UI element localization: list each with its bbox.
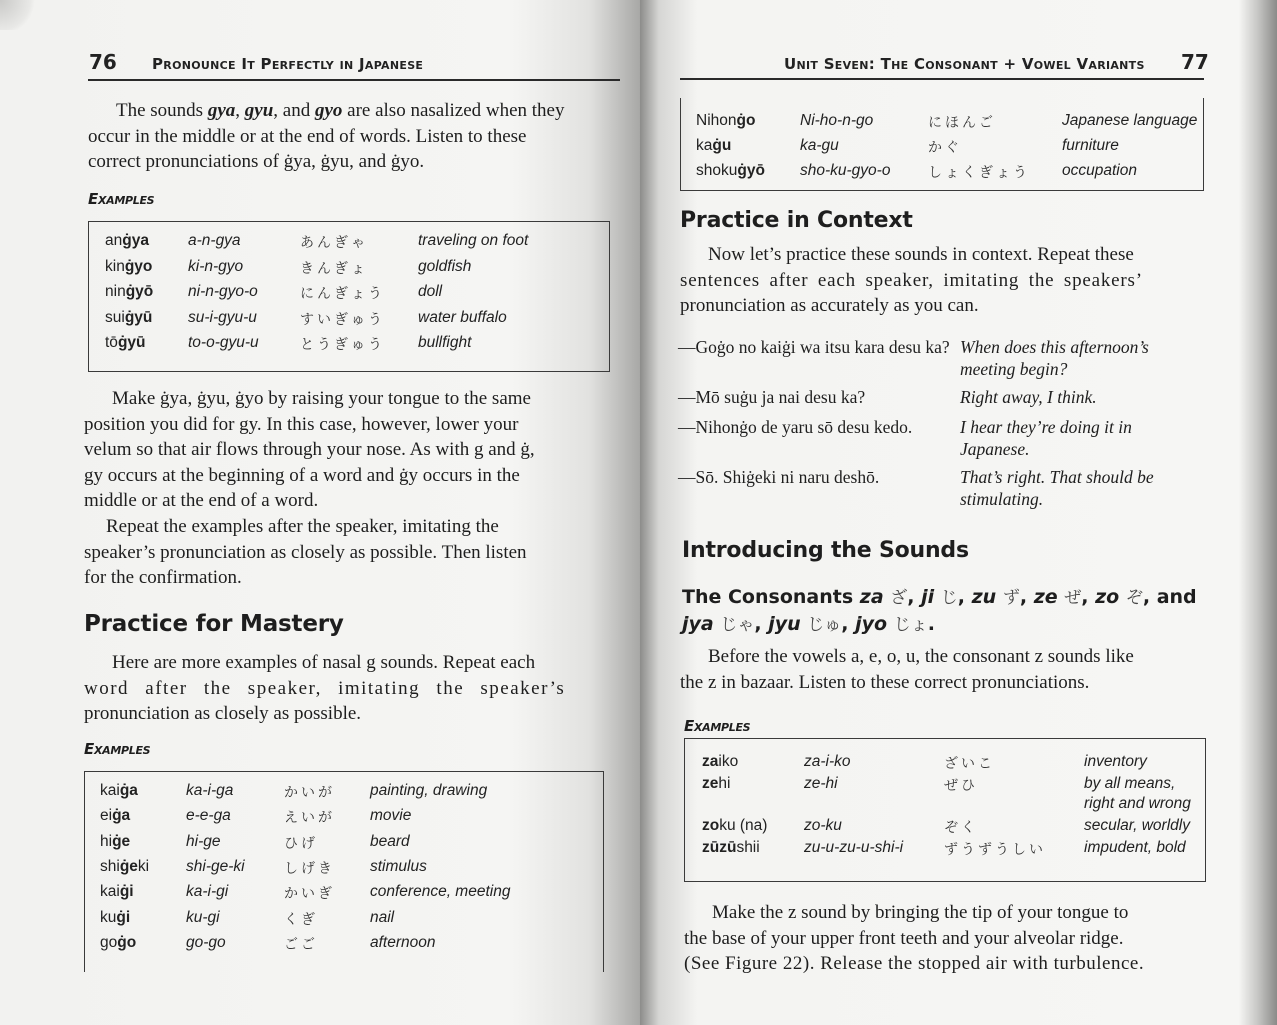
bold-syllable: ġya: [122, 232, 149, 249]
word-cell: [105, 283, 153, 301]
context-paragraph: Now let’s practice these sounds in context. Repeat these sentences after each speaker, imitating the speakers’ pronunciation as accurately as you can.: [680, 244, 1143, 316]
bold-syllable: ġyū: [124, 308, 153, 326]
syllables-cell: zo-ku: [804, 817, 842, 834]
word-cell: [105, 309, 152, 327]
word-rest: iko: [718, 753, 739, 770]
kana-cell: とうぎゅう: [300, 337, 385, 353]
dialogue-english: That’s right. That should be stimulating.: [960, 467, 1154, 509]
dialogue-english: Right away, I think.: [960, 387, 1097, 407]
kana-cell: かぐ: [928, 140, 962, 156]
word-cell: [702, 839, 760, 857]
repeat-paragraph: Repeat the examples after the speaker, imitating the speaker’s pronunciation as closely as possible. Then listen for the confirmation.: [84, 516, 527, 588]
kana-cell: くぎ: [284, 911, 318, 928]
kana-cell: しげき: [284, 860, 335, 877]
meaning-cell: doll: [418, 283, 443, 300]
examples-label: Examples: [88, 190, 155, 208]
meaning-cell: nail: [370, 908, 395, 926]
practice-paragraph: Here are more examples of nasal g sounds. Repeat each word after the speaker, imitating the speaker’s pronunciation as closely as possible.: [84, 652, 566, 724]
syllables-cell: sho-ku-gyo-o: [800, 162, 891, 179]
word-prefix: tō: [105, 334, 118, 351]
bold-syllable: ze: [702, 775, 719, 792]
word-cell: [100, 883, 134, 901]
word-prefix: an: [105, 232, 123, 249]
word-cell: [696, 112, 755, 130]
meaning-cell: impudent, bold: [1084, 839, 1186, 856]
syllables-cell: go-go: [186, 933, 226, 951]
syllables-cell: ni-n-gyo-o: [188, 283, 258, 300]
kana-cell: えいが: [284, 810, 335, 827]
dialogue-english: I hear they’re doing it in Japanese.: [960, 417, 1132, 459]
consonants-heading: The Consonants za ざ, ji じ, zu ず, ze ぜ, zo ぞ, and jya じゃ, jyu じゅ, jyo じょ.: [682, 586, 1197, 635]
word-cell: [696, 162, 765, 180]
word-cell: [702, 753, 738, 771]
section-heading-practice-mastery: Practice for Mastery: [84, 611, 344, 637]
running-title: Pronounce It Perfectly in Japanese: [152, 55, 424, 73]
bold-syllable: za: [702, 753, 719, 770]
dialogue-english: When does this afternoon’s meeting begin?: [960, 337, 1149, 379]
word-cell: [100, 782, 138, 800]
meaning-cell: stimulus: [370, 857, 427, 875]
kana-cell: しょくぎょう: [928, 165, 1030, 181]
syllables-cell: to-o-gyu-u: [188, 334, 259, 351]
syllables-cell: ki-n-gyo: [188, 257, 244, 275]
word-prefix: ei: [100, 807, 113, 825]
dialogue-japanese: —Sō. Shiġeki ni naru deshō.: [678, 467, 880, 487]
dialogue-japanese: —Goġo no kaiġi wa itsu kara desu ka?: [678, 337, 950, 357]
word-cell: [100, 807, 130, 825]
kana-cell: ぞく: [944, 820, 978, 836]
meaning-cell: conference, meeting: [370, 883, 511, 901]
word-cell: [100, 909, 130, 927]
syllables-cell: ka-i-ga: [186, 782, 234, 799]
page-number: 77: [1181, 50, 1209, 74]
bold-syllable: ġi: [119, 883, 134, 901]
kana-cell: ひげ: [284, 835, 318, 852]
meaning-cell: bullfight: [418, 334, 472, 351]
word-prefix: shi: [100, 857, 120, 875]
bold-syllable: ġi: [116, 908, 131, 926]
kana-cell: ずうずうしい: [944, 842, 1046, 858]
meaning-cell: secular, worldly: [1084, 817, 1190, 834]
word-prefix: nin: [105, 283, 126, 300]
examples-label: Examples: [684, 717, 751, 735]
bold-syllable: ġo: [736, 112, 756, 129]
kana-cell: すいぎゅう: [300, 311, 385, 328]
meaning-cell-continued: right and wrong: [1084, 795, 1191, 812]
word-prefix: ka: [696, 137, 713, 154]
kana-cell: あんぎゃ: [300, 235, 368, 251]
bold-syllable: ġyō: [125, 283, 154, 300]
meaning-cell: goldfish: [418, 257, 472, 275]
kana-cell: にんぎょう: [300, 286, 385, 302]
kana-cell: ぜひ: [944, 778, 978, 794]
syllables-cell: e-e-ga: [186, 807, 231, 825]
syllables-cell: za-i-ko: [804, 753, 851, 770]
bold-syllable: ġo: [117, 933, 137, 951]
bold-syllable: zūzū: [702, 839, 737, 856]
examples-label: Examples: [84, 740, 151, 758]
kana-cell: ざいこ: [944, 756, 995, 772]
bold-syllable: ġyū: [117, 334, 146, 351]
section-heading-introducing-sounds: Introducing the Sounds: [682, 538, 969, 563]
final-paragraph: Make the z sound by bringing the tip of your tongue to the base of your upper front teeth and your alveolar ridge. (See Figure 22). Release the stopped air with turbulence.: [684, 902, 1145, 974]
vowels-paragraph: Before the vowels a, e, o, u, the consonant z sounds like the z in bazaar. Listen to these correct pronunciations.: [680, 646, 1134, 693]
meaning-cell: by all means,: [1084, 775, 1176, 792]
page-corner-shadow: [0, 0, 40, 30]
word-rest: shii: [736, 839, 760, 856]
meaning-cell: water buffalo: [418, 308, 507, 326]
word-cell: [702, 817, 767, 835]
word-cell: [100, 934, 136, 952]
running-title: Unit Seven: The Consonant + Vowel Variants: [784, 55, 1145, 73]
meaning-cell: inventory: [1084, 753, 1147, 770]
bold-syllable: ġyō: [737, 162, 765, 179]
word-prefix: shoku: [696, 162, 738, 179]
bold-syllable: ġe: [112, 832, 131, 850]
meaning-cell: painting, drawing: [370, 782, 488, 799]
intro-paragraph: The sounds gya, gyu, and gyo are also nasalized when they occur in the middle or at the end of words. Listen to these correct pronunciations of ġya, ġyu, and ġyo.: [88, 100, 565, 172]
bold-syllable: ġa: [112, 807, 131, 825]
syllables-cell: hi-ge: [186, 832, 221, 850]
word-prefix: go: [100, 933, 118, 951]
word-prefix: kin: [105, 257, 125, 275]
meaning-cell: traveling on foot: [418, 232, 529, 249]
syllables-cell: ka-i-gi: [186, 883, 229, 901]
word-prefix: ku: [100, 908, 117, 926]
syllables-cell: ze-hi: [804, 775, 838, 792]
header-rule: [680, 78, 1204, 80]
word-cell: [696, 137, 731, 155]
bold-syllable: ġa: [119, 782, 138, 799]
page-number: 76: [89, 50, 117, 74]
kana-cell: ごご: [284, 936, 318, 953]
word-prefix: kai: [100, 883, 120, 901]
meaning-cell: furniture: [1062, 137, 1119, 154]
right-page: [640, 0, 1277, 1025]
make-paragraph: Make ġya, ġyu, ġyo by raising your tongue to the same position you did for gy. In this case, however, lower your velum so that air flows through your nose. As with g and ġ, gy occurs at the beginning of a word and ġy occurs in the middle or at the end of a word.: [84, 388, 535, 511]
syllables-cell: su-i-gyu-u: [188, 308, 257, 326]
word-cell: [702, 775, 730, 793]
word-cell: [105, 258, 152, 276]
header-rule: [88, 79, 620, 81]
meaning-cell: occupation: [1062, 162, 1137, 179]
word-prefix: kai: [100, 782, 120, 799]
section-heading-practice-context: Practice in Context: [680, 208, 913, 233]
meaning-cell: beard: [370, 832, 410, 850]
word-cell: [100, 833, 130, 851]
meaning-cell: afternoon: [370, 933, 436, 951]
kana-cell: にほんご: [928, 115, 996, 131]
word-cell: [100, 858, 149, 876]
kana-cell: きんぎょ: [300, 260, 368, 277]
syllables-cell: ka-gu: [800, 137, 839, 154]
word-rest: ku (na): [719, 817, 768, 834]
word-cell: [105, 232, 149, 250]
bold-syllable: ġyo: [124, 257, 153, 275]
syllables-cell: zu-u-zu-u-shi-i: [804, 839, 904, 856]
word-prefix: Nihon: [696, 112, 737, 129]
kana-cell: かいぎ: [284, 886, 335, 903]
examples-table-2: [84, 771, 604, 972]
meaning-cell: movie: [370, 807, 412, 825]
dialogue-japanese: —Mō suġu ja nai desu ka?: [678, 387, 866, 407]
word-rest: hi: [718, 775, 731, 792]
bold-syllable: ġe: [119, 857, 138, 875]
kana-cell: かいが: [284, 785, 335, 801]
meaning-cell: Japanese language: [1062, 112, 1198, 129]
syllables-cell: shi-ge-ki: [186, 857, 245, 875]
syllables-cell: ku-gi: [186, 908, 220, 926]
word-suffix: ki: [137, 857, 150, 875]
dialogue-japanese: —Nihonġo de yaru sō desu kedo.: [678, 417, 913, 437]
word-cell: [105, 334, 146, 352]
bold-syllable: ġu: [712, 137, 732, 154]
word-prefix: sui: [105, 308, 125, 326]
word-prefix: hi: [100, 832, 113, 850]
syllables-cell: a-n-gya: [188, 232, 241, 249]
syllables-cell: Ni-ho-n-go: [800, 112, 874, 129]
bold-syllable: zo: [702, 817, 720, 834]
